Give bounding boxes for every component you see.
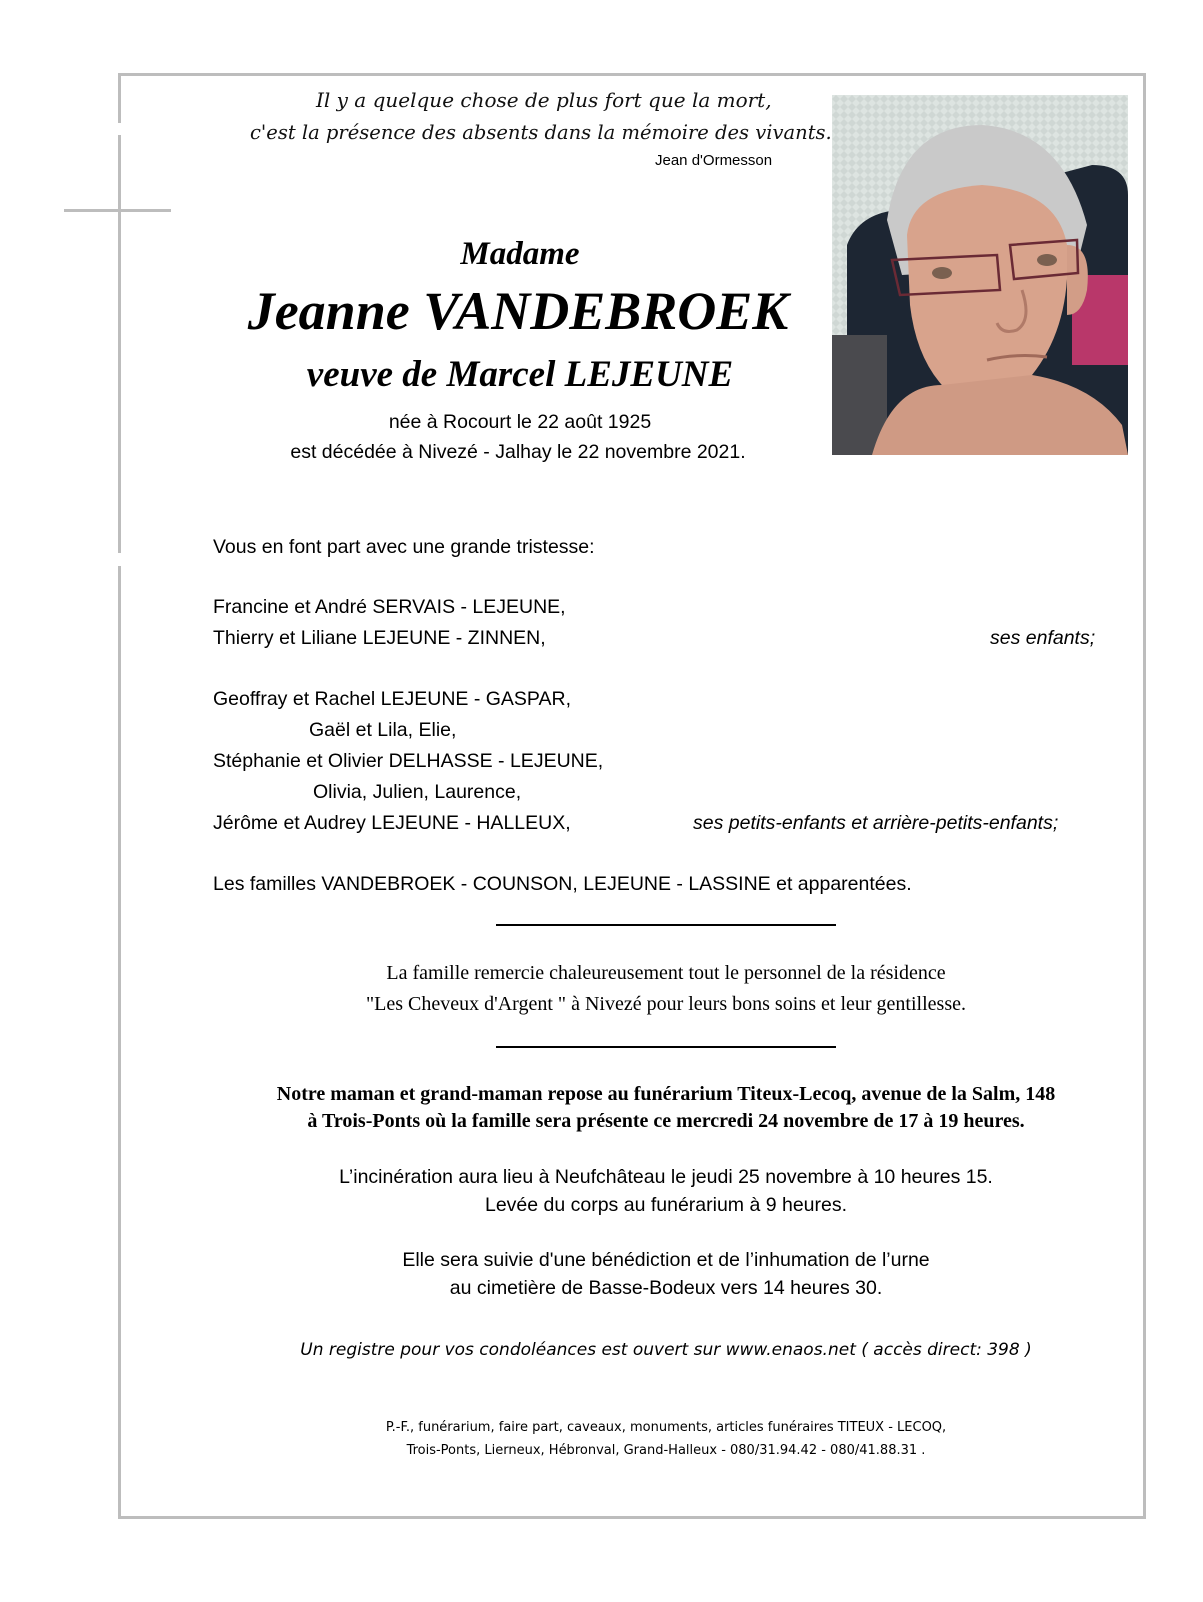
frame-bottom-border [118, 1516, 1146, 1519]
deceased-birth: née à Rocourt le 22 août 1925 [388, 411, 652, 433]
thanks-line-1: La famille remercie chaleureusement tout le personnel de la résidence [386, 962, 946, 984]
frame-left-border-bottom [118, 566, 121, 1519]
frame-top-border [118, 73, 1146, 76]
frame-left-border-top [118, 73, 121, 123]
cremation-line-1: L’incinération aura lieu à Neufchâteau le jeudi 25 novembre à 10 heures 15. [339, 1166, 993, 1188]
burial-line-1: Elle sera suivie d'une bénédiction et de l’inhumation de l’urne [402, 1249, 930, 1271]
footer-line-1: P.-F., funérarium, faire part, caveaux, monuments, articles funéraires TITEUX - LECOQ, [385, 1420, 947, 1435]
cross-horizontal [64, 209, 171, 212]
thanks-line-2: "Les Cheveux d'Argent " à Nivezé pour leurs bons soins et leur gentillesse. [366, 993, 966, 1015]
families-line: Les familles VANDEBROEK - COUNSON, LEJEUNE - LASSINE et apparentées. [213, 873, 912, 895]
deceased-name: Jeanne VANDEBROEK [247, 281, 789, 341]
funeral-bold-line-2: à Trois-Ponts où la famille sera présente ce mercredi 24 novembre de 17 à 19 heures. [307, 1110, 1025, 1132]
deceased-death: est décédée à Nivezé - Jalhay le 22 novembre 2021. [290, 441, 746, 463]
grandchild-4: Olivia, Julien, Laurence, [313, 781, 522, 803]
footer-line-2: Trois-Ponts, Lierneux, Hébronval, Grand-Halleux - 080/31.94.42 - 080/41.88.31 . [406, 1443, 926, 1458]
grandchildren-label: ses petits-enfants et arrière-petits-enfants; [693, 812, 1059, 834]
funeral-bold-line-1: Notre maman et grand-maman repose au funérarium Titeux-Lecoq, avenue de la Salm, 148 [276, 1083, 1056, 1105]
grandchild-3: Stéphanie et Olivier DELHASSE - LEJEUNE, [213, 750, 604, 772]
cremation-line-2: Levée du corps au funérarium à 9 heures. [484, 1194, 848, 1216]
cross-vertical [118, 135, 121, 553]
portrait-photo [832, 95, 1128, 455]
deceased-title: Madame [460, 236, 580, 272]
burial-line-2: au cimetière de Basse-Bodeux vers 14 heures 30. [449, 1277, 883, 1299]
children-label: ses enfants; [990, 627, 1096, 649]
separator-2 [496, 1046, 836, 1048]
quote-line-2: c'est la présence des absents dans la mémoire des vivants. [250, 121, 832, 144]
quote-author: Jean d'Ormesson [655, 152, 773, 169]
grandchild-1: Geoffray et Rachel LEJEUNE - GASPAR, [213, 688, 571, 710]
grandchild-5: Jérôme et Audrey LEJEUNE - HALLEUX, [213, 812, 571, 834]
child-1: Francine et André SERVAIS - LEJEUNE, [213, 596, 566, 618]
portrait-photo-icon [832, 95, 1128, 455]
frame-right-border [1143, 73, 1146, 1519]
quote-line-1: Il y a quelque chose de plus fort que la mort, [316, 88, 772, 112]
condolence-registry: Un registre pour vos condoléances est ouvert sur www.enaos.net ( accès direct: 398 ) [300, 1340, 1032, 1360]
separator-1 [496, 924, 836, 926]
child-2: Thierry et Liliane LEJEUNE - ZINNEN, [213, 627, 546, 649]
announcement-intro: Vous en font part avec une grande tristesse: [213, 536, 595, 558]
deceased-spouse: veuve de Marcel LEJEUNE [306, 354, 734, 395]
grandchild-2: Gaël et Lila, Elie, [309, 719, 457, 741]
